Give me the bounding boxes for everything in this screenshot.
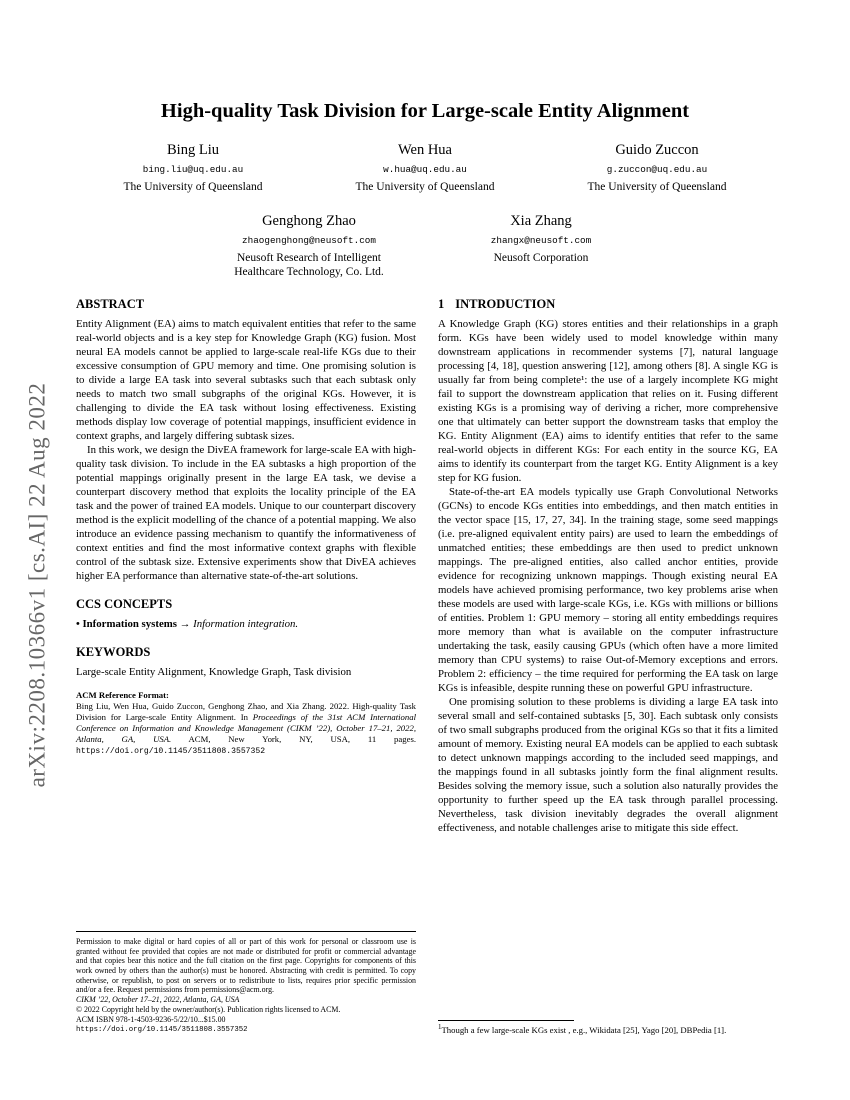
- introduction-paragraph-1: A Knowledge Graph (KG) stores entities and their relationships in a graph form. KGs have been widely used to model knowledge within many downstream applications in recommender systems [7], natural language processing [4, 18], question answering [12], among others [8]. A single KG is usually far from being complete¹: the use of a largely incomplete KG might fail to support the downstream application that relies on it. Fusing different existing KGs is a promising way of deriving a richer, more comprehensive one that ultimately can better support the downstream tasks that employ the KG. Entity Alignment (EA) aims to identify entities that refer to the same real-world objects in different KGs: For each entity in the source KG, EA aims to identify its counterpart from the target KG. Entity Alignment is a key step for KG fusion.: [438, 318, 778, 484]
- footnote-text: Though a few large-scale KGs exist , e.g., Wikidata [25], Yago [20], DBPedia [1].: [441, 1025, 727, 1035]
- author-affiliation-line-2: Healthcare Technology, Co. Ltd.: [234, 266, 384, 278]
- introduction-paragraph-2: State-of-the-art EA models typically use Graph Convolutional Networks (GCNs) to encode KGs entities into embeddings, and then match entities in the vector space [15, 17, 27, 34]. In the training stage, some seed mappings (i.e. pre-aligned equivalent entity pairs) are used to learn the embeddings of unmatched entities; these embeddings are then used to predict unknown mappings. The pre-aligned entities, also called anchor entities, provide evidence for recognizing unknown mappings. Though existing neural EA models have achieved promising performance, two key problems arise when these models are used with large-scale KGs, i.e. KGs with millions or billions of entities. Problem 1: GPU memory – storing all entity embeddings requires more memory than what is available on the computer infrastructure undertaking the task, easily causing GPUs (which often have a more limited memory than CPU systems) to raise Out-of-Memory exceptions and errors. Problem 2: efficiency – the time required for performing the EA task on large KGs is infeasible, despite running these on powerful GPU infrastructure.: [438, 486, 778, 694]
- introduction-paragraph-3: One promising solution to these problems is dividing a large EA task into several small and self-contained subtasks [5, 30]. Each subtask only consists of two small subgraphs produced from the original KGs so that it fits a limited amount of memory. Existing neural EA models can be applied to each subtask to detect unknown mappings according to the included seed mappings, and the mappings found in all subtasks jointly form the final alignment results. Besides solving the memory issue, such a solution also naturally provides the opportunity to further speed up the EA task through parallel processing. Nevertheless, task division inevitably degrades the overall alignment effectiveness, and notable challenges arise to mitigate this side effect.: [438, 696, 778, 834]
- author-email: zhangx@neusoft.com: [490, 235, 592, 246]
- author-affiliation: Neusoft Corporation: [493, 252, 589, 264]
- acm-reference-format: [76, 690, 416, 757]
- paper-title: High-quality Task Division for Large-scale Entity Alignment: [160, 100, 690, 122]
- author-affiliation: The University of Queensland: [355, 181, 495, 193]
- copyright-block: [76, 931, 416, 1036]
- acm-ref-heading: ACM Reference Format:: [76, 690, 169, 700]
- right-column: [438, 296, 778, 1036]
- permission-text: Permission to make digital or hard copies of all or part of this work for personal or classroom use is granted without fee provided that copies are not made or distributed for profit or commercial advantage and that copies bear this notice and the full citation on the first page. Copyrights for components of this work owned by others than the author(s) must be honored. Abstracting with credit is permitted. To copy otherwise, or republish, to post on servers or to redistribute to lists, requires prior specific permission and/or a fee. Request permissions from permissions@acm.org.: [76, 936, 416, 995]
- footnote-marker: 1: [438, 1023, 442, 1032]
- introduction-heading-label: INTRODUCTION: [455, 297, 556, 311]
- author-name: Bing Liu: [167, 142, 219, 158]
- ccs-concept: • Information systems: [76, 618, 177, 630]
- ccs-heading: CCS CONCEPTS: [76, 597, 173, 611]
- acm-ref-doi-link[interactable]: https://doi.org/10.1145/3511808.3557352: [76, 746, 266, 756]
- author-name: Wen Hua: [398, 142, 452, 158]
- copyright-doi-link[interactable]: https://doi.org/10.1145/3511808.3557352: [76, 1026, 248, 1035]
- acm-ref-text-1: Bing Liu, Wen Hua, Guido Zuccon, Genghong Zhao, and Xia Zhang. 2022. High-quality Task Division for Large-scale Entity Alignment. In: [76, 700, 416, 722]
- author-block-genghong-zhao: [193, 213, 425, 279]
- author-name: Xia Zhang: [510, 213, 572, 229]
- ccs-arrow: →: [179, 618, 191, 630]
- introduction-heading: [438, 297, 778, 311]
- copyright-rule: [76, 931, 416, 932]
- ccs-concepts-line: [76, 617, 416, 631]
- author-email: bing.liu@uq.edu.au: [142, 164, 244, 175]
- keywords-line: Large-scale Entity Alignment, Knowledge Graph, Task division: [76, 666, 352, 678]
- author-affiliation: The University of Queensland: [123, 181, 263, 193]
- author-block-xia-zhang: [425, 213, 657, 279]
- acm-ref-text-2: ACM, New York, NY, USA, 11 pages.: [171, 733, 416, 744]
- authors-row-1: [0, 142, 850, 194]
- footnote-text-line: [438, 1025, 778, 1036]
- keywords-heading: KEYWORDS: [76, 645, 151, 659]
- footnote-rule: [438, 1020, 574, 1021]
- abstract-paragraph-1: Entity Alignment (EA) aims to match equivalent entities that refer to the same real-world objects and is a key step for Knowledge Graph (KG) fusion. Most neural EA models cannot be applied to large-scale real-life KGs due to their excessive consumption of GPU memory and time. One promising solution is to divide a large EA task into several subtasks such that each subtask only needs to match two small subgraphs of the original KGs. However, it is challenging to divide the EA task without losing effectiveness. Existing methods display low coverage of potential mappings, insufficient evidence in context graphs, and largely differing subtask sizes.: [76, 318, 416, 442]
- author-email: w.hua@uq.edu.au: [383, 164, 467, 175]
- authors-row-2: [0, 213, 850, 279]
- author-name: Genghong Zhao: [262, 213, 356, 229]
- author-name: Guido Zuccon: [615, 142, 699, 158]
- arxiv-label: arXiv:2208.10366v1 [cs.AI] 22 Aug 2022: [24, 382, 50, 788]
- conference-line: CIKM ’22, October 17–21, 2022, Atlanta, GA, USA: [76, 995, 240, 1005]
- isbn-line: ACM ISBN 978-1-4503-9236-5/22/10...$15.00: [76, 1014, 226, 1024]
- body-columns: [0, 296, 850, 1036]
- author-affiliation: Neusoft Research of Intelligent: [236, 252, 382, 264]
- left-column: [76, 296, 416, 1036]
- author-block-guido-zuccon: [541, 142, 773, 194]
- author-block-wen-hua: [309, 142, 541, 194]
- author-email: zhaogenghong@neusoft.com: [242, 235, 376, 246]
- section-number: 1: [438, 297, 445, 311]
- footnote: [438, 1020, 778, 1036]
- ccs-detail: Information integration.: [193, 618, 299, 630]
- author-email: g.zuccon@uq.edu.au: [606, 164, 708, 175]
- acm-ref-proceedings: Proceedings of the 31st ACM International Conference on Information and Knowledge Management (CIKM ’22), October 17–21, 2022, Atlanta, GA, USA.: [76, 711, 416, 744]
- author-block-bing-liu: [77, 142, 309, 194]
- author-affiliation: The University of Queensland: [587, 181, 727, 193]
- arxiv-watermark: [12, 295, 62, 875]
- abstract-paragraph-2: In this work, we design the DivEA framework for large-scale EA with high-quality task division. To include in the EA subtasks a high proportion of the potential mappings originally present in the large EA task, we devise a counterpart discovery method that exploits the locality principle of the EA task and the power of trained EA models. Unique to our counterpart discovery method is the explicit modelling of the chance of a potential mapping. We also introduce an evidence passing mechanism to quantify the informativeness of context entities and find the most informative context graphs with flexible control of the subtask size. Extensive experiments show that DivEA achieves higher EA performance than alternative state-of-the-art solutions.: [76, 444, 416, 582]
- copyright-line: © 2022 Copyright held by the owner/author(s). Publication rights licensed to ACM.: [76, 1004, 341, 1014]
- abstract-heading: ABSTRACT: [76, 297, 145, 311]
